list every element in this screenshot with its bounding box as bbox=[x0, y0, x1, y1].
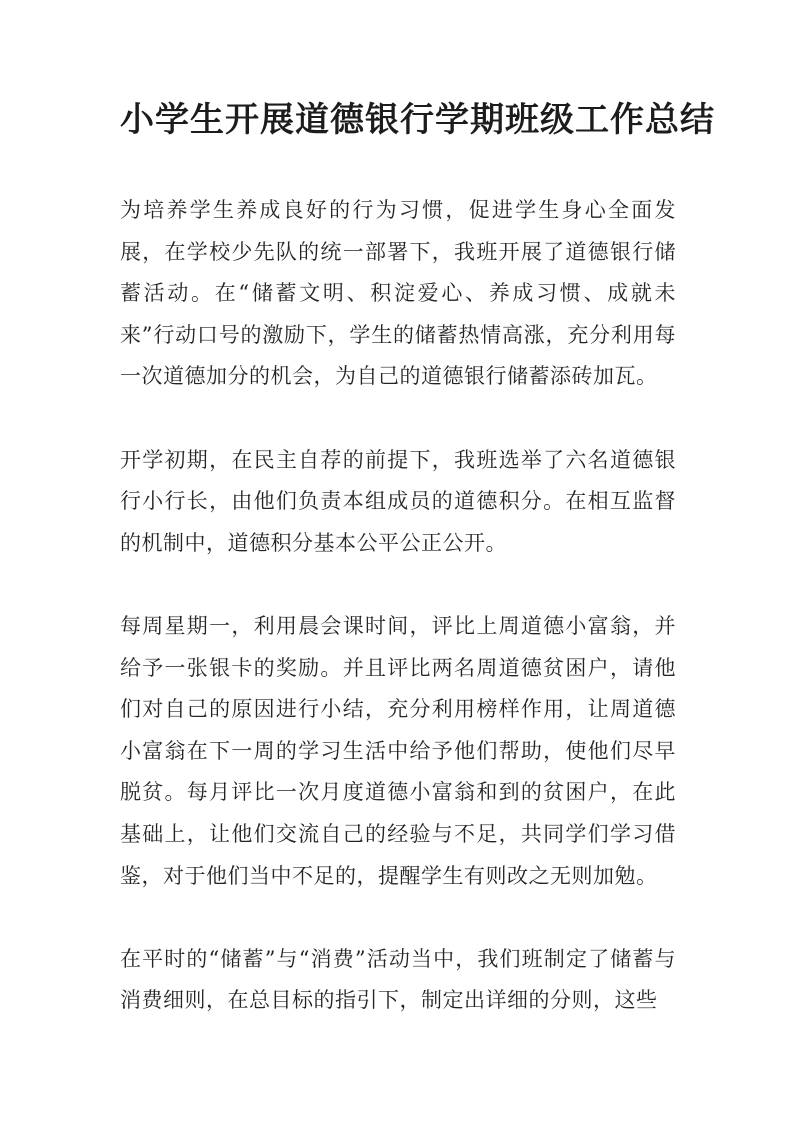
document-title: 小学生开展道德银行学期班级工作总结 bbox=[120, 100, 715, 140]
paragraph-intro: 为培养学生养成良好的行为习惯，促进学生身心全面发展，在学校少先队的统一部署下，我班开展了道德银行储蓄活动。在“储蓄文明、积淀爱心、养成习惯、成就未来”行动口号的激励下，学生的储蓄热情高涨，充分利用每一次道德加分的机会，为自己的道德银行储蓄添砖加瓦。 bbox=[120, 198, 676, 389]
paragraph-weekly-evaluation: 每周星期一，利用晨会课时间，评比上周道德小富翁，并给予一张银卡的奖励。并且评比两名周道德贫困户，请他们对自己的原因进行小结，充分利用榜样作用，让周道德小富翁在下一周的学习生活中给予他们帮助，使他们尽早脱贫。每月评比一次月度道德小富翁和到的贫困户，在此基础上，让他们交流自己的经验与不足，共同学们学习借鉴，对于他们当中不足的，提醒学生有则改之无则加勉。 bbox=[120, 613, 676, 888]
paragraph-savings-rules: 在平时的“储蓄”与“消费”活动当中，我们班制定了储蓄与消费细则，在总目标的指引下，制定出详细的分则，这些 bbox=[120, 946, 676, 1013]
paragraph-bank-presidents: 开学初期，在民主自荐的前提下，我班选举了六名道德银行小行长，由他们负责本组成员的道德积分。在相互监督的机制中，道德积分基本公平公正公开。 bbox=[120, 447, 676, 555]
